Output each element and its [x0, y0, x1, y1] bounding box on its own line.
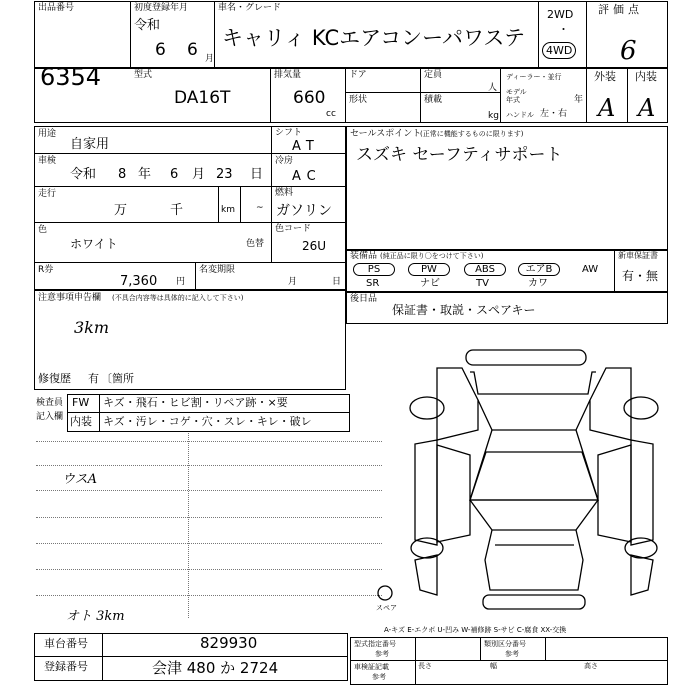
equipment-abs: ABS	[464, 263, 506, 276]
nameplate-label: 名変期限	[199, 265, 236, 275]
notes-box	[34, 290, 346, 390]
exterior-score: A	[598, 94, 616, 122]
usage-value: 自家用	[70, 137, 110, 152]
recycle-label: R券	[38, 265, 54, 275]
recycle-unit: 円	[176, 277, 186, 287]
type-num-label: 型式指定番号	[354, 640, 396, 648]
equipment-navi: ナビ	[420, 278, 440, 289]
name-label: 車名・グレード	[218, 3, 282, 13]
equipment-leather: カワ	[528, 278, 548, 289]
color-code-label: 色コード	[275, 224, 312, 234]
equipment-label: 装備品	[350, 251, 378, 261]
capacity-unit: 人	[488, 83, 498, 93]
bottom-handwritten-note: オト 3km	[66, 609, 125, 624]
displacement-unit: cc	[326, 109, 336, 119]
first-reg-label: 初度登録年月	[134, 3, 189, 13]
extras-value: 保証書・取説・スペアキー	[392, 303, 536, 317]
first-reg-year: 6	[155, 40, 166, 60]
notes-handwritten: 3km	[74, 318, 110, 337]
damage-legend: A-キズ E-エクボ U-凹み W-補修跡 S-サビ C-腐食 XX-交換	[384, 626, 567, 634]
dealer-label: ディーラー・並行	[506, 73, 562, 81]
sales-point-sub: (正常に機能するものに限ります)	[420, 130, 524, 138]
first-reg-month: 6	[187, 40, 198, 60]
cooler-value: AC	[292, 169, 322, 184]
equipment-pw: PW	[408, 263, 450, 276]
usage-label: 用途	[38, 129, 57, 139]
spec-ref: 参考	[372, 673, 386, 681]
first-reg-month-unit: 月	[205, 54, 215, 64]
color-label: 色	[38, 225, 48, 235]
shift-value: AT	[292, 139, 320, 154]
inspector-handwritten: ウスA	[62, 472, 97, 487]
inspector-fw: キズ・飛石・ヒビ割・リペア跡・×要	[103, 396, 288, 409]
inspection-month: 6	[170, 167, 179, 182]
class-num-ref: 参考	[505, 650, 519, 658]
shift-label: シフト	[275, 128, 303, 138]
mileage-sen: 千	[170, 203, 184, 218]
mileage-label: 走行	[38, 189, 57, 199]
score-label: 評価点	[598, 3, 643, 16]
inspection-year: 8	[118, 167, 127, 182]
handle-label: ハンドル	[506, 111, 534, 119]
recycle-value: 7,360	[120, 274, 158, 289]
inspection-label: 車検	[38, 156, 57, 166]
warranty-value: 有・無	[622, 269, 659, 283]
width-label: 幅	[490, 662, 497, 670]
drive-2wd: 2WD	[547, 8, 574, 21]
sales-point-value: スズキ セーフティサポート	[356, 145, 563, 165]
chassis-label: 車台番号	[44, 637, 88, 650]
inspector-fw-label: FW	[72, 396, 90, 409]
inspection-day: 23	[216, 167, 233, 182]
inspector-interior-label: 内装	[70, 415, 92, 428]
inspector-label-1: 検査員	[36, 398, 64, 408]
equipment-tv: TV	[476, 278, 489, 289]
equipment-ps: PS	[353, 263, 395, 276]
color-code-value: 26U	[302, 239, 327, 253]
shape-label: 形状	[349, 95, 368, 105]
inspector-interior: キズ・汚レ・コゲ・穴・スレ・キレ・破レ	[103, 415, 312, 428]
inspection-year-unit: 年	[138, 167, 152, 182]
score-value: 6	[620, 36, 637, 66]
inspection-era: 令和	[70, 167, 97, 182]
length-label: 長さ	[418, 662, 432, 670]
plate-label: 登録番号	[44, 660, 88, 673]
color-change-label: 色替	[246, 239, 265, 249]
repair-label: 修復歴	[38, 372, 71, 385]
nameplate-month-unit: 月	[288, 277, 298, 287]
drive-sep: ・	[558, 23, 569, 36]
spec-label: 車検証記載	[354, 663, 389, 671]
spare-label: スペア	[376, 604, 397, 612]
nameplate-day-unit: 日	[332, 277, 342, 287]
equipment-sub: (純正品に限り〇をつけて下さい)	[380, 252, 484, 260]
interior-label: 内装	[635, 70, 657, 83]
notes-sub: (不具合内容等は具体的に記入して下さい)	[112, 294, 244, 302]
extras-label: 後日品	[350, 294, 378, 304]
mileage-man: 万	[114, 203, 128, 218]
handle-options: 左・右	[540, 109, 568, 119]
color-value: ホワイト	[70, 237, 118, 251]
cooler-label: 冷房	[275, 156, 294, 166]
sales-point-label: セールスポイント	[350, 129, 422, 139]
displacement-value: 660	[293, 88, 326, 108]
height-label: 高さ	[584, 662, 598, 670]
repair-value: 有	[88, 372, 99, 385]
fuel-label: 燃料	[275, 188, 294, 198]
chassis-number: 829930	[200, 634, 258, 652]
exterior-label: 外装	[594, 70, 616, 83]
mileage-dash: ~	[256, 203, 264, 213]
first-reg-era: 令和	[134, 18, 161, 33]
displacement-label: 排気量	[274, 70, 302, 80]
vehicle-name: キャリィ KCエアコンーパワステ	[222, 26, 525, 50]
drive-4wd: 4WD	[542, 42, 576, 59]
interior-score: A	[638, 94, 656, 122]
equipment-aw: AW	[582, 264, 599, 275]
load-unit: kg	[488, 111, 499, 121]
lot-label: 出品番号	[38, 3, 75, 13]
inspector-label-2: 記入欄	[36, 412, 64, 422]
type-num-ref: 参考	[375, 650, 389, 658]
lot-number: 6354	[40, 63, 102, 91]
mileage-unit: km	[221, 205, 235, 215]
model-year-unit: 年	[574, 95, 584, 105]
fuel-value: ガソリン	[276, 203, 332, 219]
warranty-label: 新車保証書	[618, 251, 658, 260]
doors-label: ドア	[349, 70, 367, 80]
model-value: DA16T	[174, 88, 231, 108]
repair-box: 〔箇所	[101, 372, 134, 385]
inspection-month-unit: 月	[192, 167, 206, 182]
model-year-label: モデル年式	[506, 88, 527, 104]
equipment-sr: SR	[366, 278, 380, 289]
class-num-label: 類別区分番号	[484, 640, 526, 648]
model-label: 型式	[134, 70, 153, 80]
inspection-day-unit: 日	[250, 167, 264, 182]
capacity-label: 定員	[424, 70, 443, 80]
load-label: 積載	[424, 95, 443, 105]
notes-label: 注意事項申告欄	[38, 293, 102, 303]
plate-number: 会津 480 か 2724	[152, 659, 279, 677]
equipment-airbag: エアB	[518, 263, 560, 276]
